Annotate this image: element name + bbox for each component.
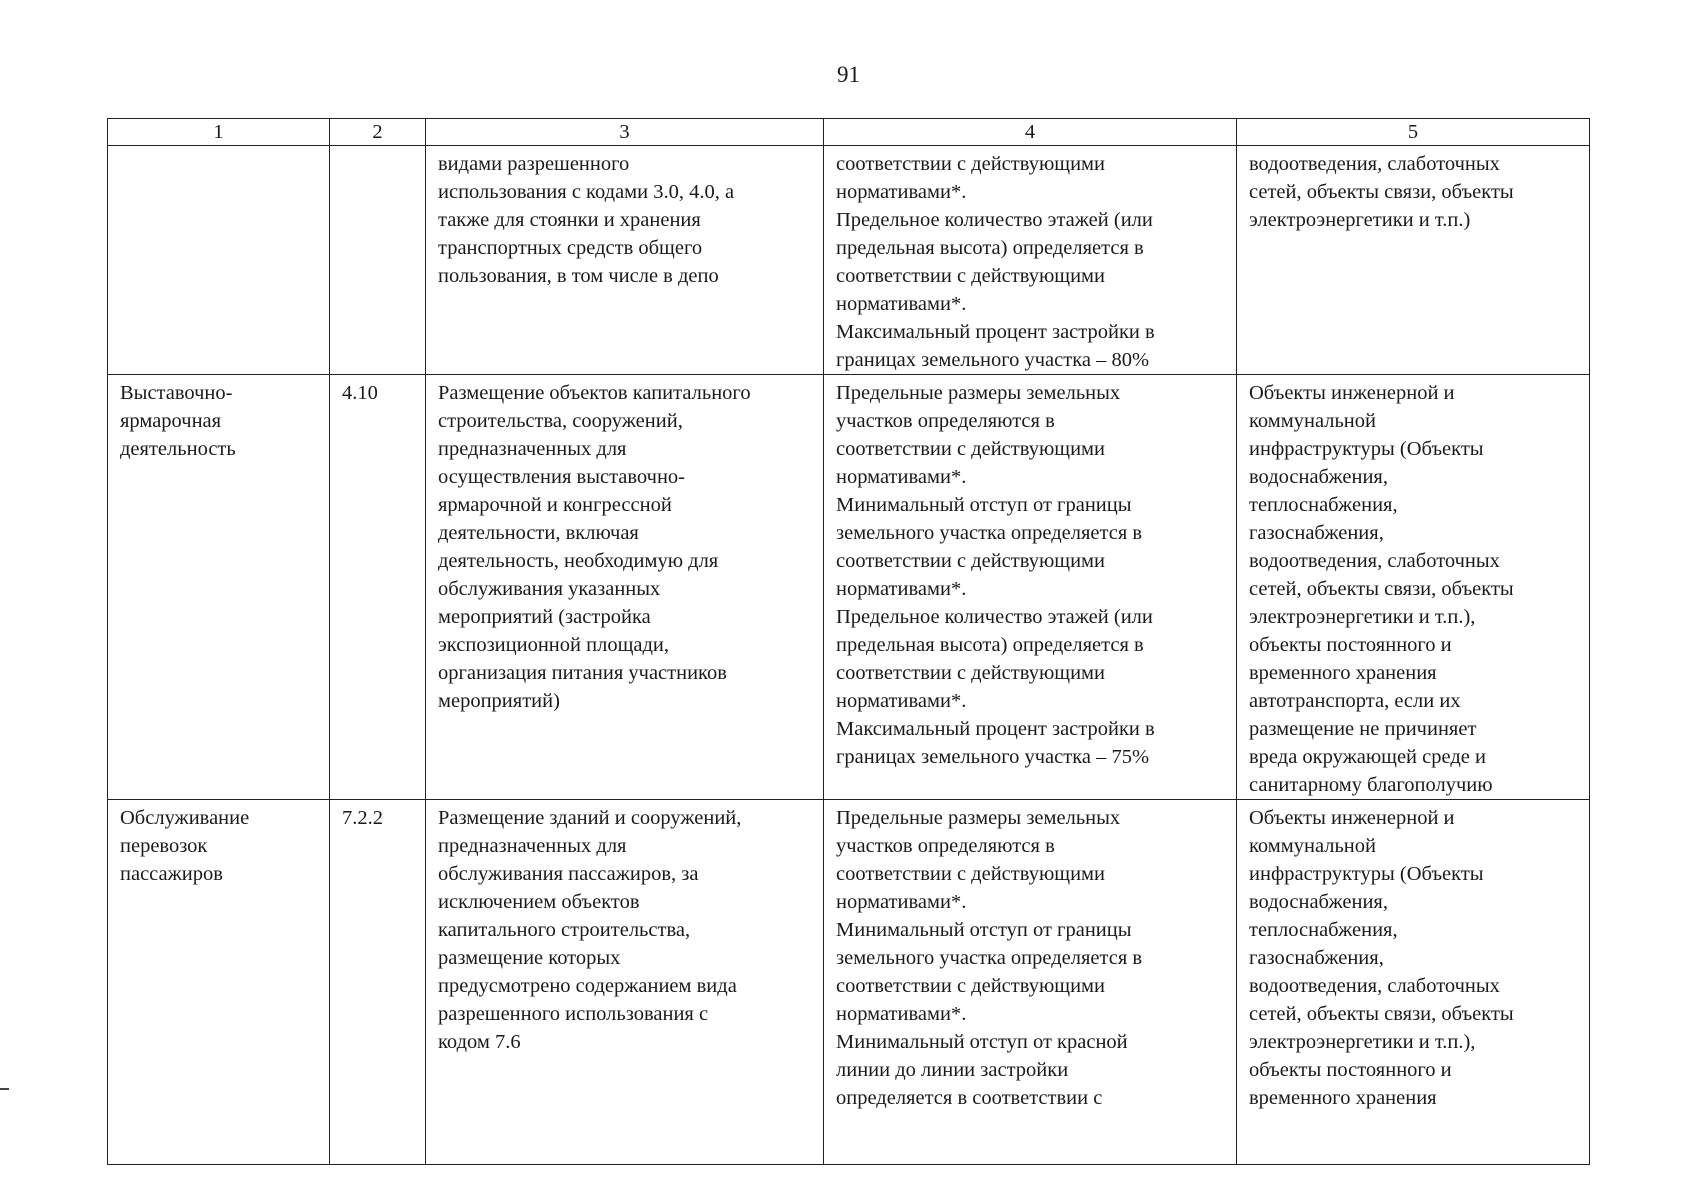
cell-text-line: линии до линии застройки bbox=[836, 1059, 1069, 1081]
cell-text-line: экспозиционной площади, bbox=[438, 634, 669, 656]
cell-text-line: водоотведения, слаботочных bbox=[1249, 550, 1500, 572]
land-use-description-cell bbox=[426, 375, 824, 800]
header-col-5: 5 bbox=[1237, 119, 1590, 146]
cell-text-line: Объекты инженерной и bbox=[1249, 382, 1455, 404]
cell-text-line: предназначенных для bbox=[438, 835, 627, 857]
cell-text-line: соответствии с действующими bbox=[836, 662, 1105, 684]
cell-text-line: исключением объектов bbox=[438, 891, 640, 913]
cell-text-line: теплоснабжения, bbox=[1249, 494, 1398, 516]
cell-text-line: соответствии с действующими bbox=[836, 153, 1105, 175]
cell-text-line: нормативами*. bbox=[836, 293, 967, 315]
cell-text-line: использования с кодами 3.0, 4.0, а bbox=[438, 181, 735, 203]
cell-text-line: размещение не причиняет bbox=[1249, 718, 1477, 740]
cell-text-line: нормативами*. bbox=[836, 578, 967, 600]
cell-text-line: ярмарочной и конгрессной bbox=[438, 494, 672, 516]
header-col-3: 3 bbox=[426, 119, 824, 146]
cell-text-line: Максимальный процент застройки в bbox=[836, 718, 1155, 740]
table-header-row bbox=[108, 119, 1590, 146]
cell-text-line: соответствии с действующими bbox=[836, 265, 1105, 287]
cell-text-line: электроэнергетики и т.п.), bbox=[1249, 606, 1476, 628]
cell-text-line: транспортных средств общего bbox=[438, 237, 703, 259]
auxiliary-objects-cell bbox=[1237, 375, 1590, 800]
land-use-name-cell bbox=[108, 800, 330, 1165]
cell-text-line: осуществления выставочно- bbox=[438, 466, 686, 488]
cell-text-line: коммунальной bbox=[1249, 835, 1376, 857]
cell-text-line: кодом 7.6 bbox=[438, 1031, 521, 1053]
cell-text-line: предназначенных для bbox=[438, 438, 627, 460]
cell-text-line: инфраструктуры (Объекты bbox=[1249, 863, 1484, 885]
cell-text-line: электроэнергетики и т.п.), bbox=[1249, 1031, 1476, 1053]
land-use-code-cell bbox=[330, 375, 426, 800]
cell-text-line: коммунальной bbox=[1249, 410, 1376, 432]
cell-text-line: пассажиров bbox=[120, 863, 223, 885]
auxiliary-objects-cell bbox=[1237, 800, 1590, 1165]
cell-text-line: капитального строительства, bbox=[438, 919, 691, 941]
cell-text-line: Размещение зданий и сооружений, bbox=[438, 807, 742, 829]
land-use-table bbox=[107, 118, 1590, 1165]
land-use-name-cell bbox=[108, 146, 330, 375]
cell-text-line: инфраструктуры (Объекты bbox=[1249, 438, 1484, 460]
cell-text-line: Обслуживание bbox=[120, 807, 250, 829]
cell-text-line: размещение которых bbox=[438, 947, 621, 969]
land-use-code-cell bbox=[330, 146, 426, 375]
cell-text-line: мероприятий (застройка bbox=[438, 606, 651, 628]
cell-text-line: земельного участка определяется в bbox=[836, 947, 1143, 969]
cell-text-line: сетей, объекты связи, объекты bbox=[1249, 181, 1514, 203]
cell-text-line: организация питания участников bbox=[438, 662, 727, 684]
cell-text-line: сетей, объекты связи, объекты bbox=[1249, 1003, 1514, 1025]
cell-text-line: деятельность, необходимую для bbox=[438, 550, 719, 572]
cell-text-line: Предельные размеры земельных bbox=[836, 807, 1121, 829]
header-col-1: 1 bbox=[108, 119, 330, 146]
cell-text-line: обслуживания указанных bbox=[438, 578, 661, 600]
cell-text-line: Минимальный отступ от границы bbox=[836, 919, 1132, 941]
cell-text-line: вреда окружающей среде и bbox=[1249, 746, 1486, 768]
cell-text-line: также для стоянки и хранения bbox=[438, 209, 701, 231]
scan-edge-mark bbox=[0, 1088, 9, 1090]
cell-text-line: электроэнергетики и т.п.) bbox=[1249, 209, 1471, 231]
cell-text-line: соответствии с действующими bbox=[836, 550, 1105, 572]
cell-text-line: объекты постоянного и bbox=[1249, 634, 1452, 656]
cell-text-line: нормативами*. bbox=[836, 181, 967, 203]
land-use-parameters-cell bbox=[824, 800, 1237, 1165]
cell-text-line: земельного участка определяется в bbox=[836, 522, 1143, 544]
cell-text-line: соответствии с действующими bbox=[836, 975, 1105, 997]
cell-text-line: Минимальный отступ от красной bbox=[836, 1031, 1128, 1053]
cell-text-line: газоснабжения, bbox=[1249, 947, 1384, 969]
cell-text-line: предусмотрено содержанием вида bbox=[438, 975, 737, 997]
cell-text-line: ярмарочная bbox=[120, 410, 222, 432]
cell-text-line: нормативами*. bbox=[836, 690, 967, 712]
page-number: 91 bbox=[837, 62, 860, 87]
table-row bbox=[108, 375, 1590, 800]
land-use-description-cell bbox=[426, 146, 824, 375]
cell-text-line: строительства, сооружений, bbox=[438, 410, 683, 432]
cell-text-line: предельная высота) определяется в bbox=[836, 634, 1144, 656]
auxiliary-objects-cell bbox=[1237, 146, 1590, 375]
table-row bbox=[108, 146, 1590, 375]
cell-text-line: Размещение объектов капитального bbox=[438, 382, 751, 404]
cell-text-line: обслуживания пассажиров, за bbox=[438, 863, 699, 885]
cell-text-line: видами разрешенного bbox=[438, 153, 630, 175]
table-row bbox=[108, 800, 1590, 1165]
cell-text-line: нормативами*. bbox=[836, 1003, 967, 1025]
cell-text-line: водоотведения, слаботочных bbox=[1249, 975, 1500, 997]
header-col-4: 4 bbox=[824, 119, 1237, 146]
cell-text-line: разрешенного использования с bbox=[438, 1003, 709, 1025]
cell-text-line: соответствии с действующими bbox=[836, 863, 1105, 885]
cell-text-line: Предельные размеры земельных bbox=[836, 382, 1121, 404]
cell-text-line: нормативами*. bbox=[836, 891, 967, 913]
cell-text-line: газоснабжения, bbox=[1249, 522, 1384, 544]
cell-text-line: Выставочно- bbox=[120, 382, 233, 404]
land-use-description-cell bbox=[426, 800, 824, 1165]
land-use-parameters-cell bbox=[824, 375, 1237, 800]
cell-text-line: автотранспорта, если их bbox=[1249, 690, 1461, 712]
land-use-code-cell bbox=[330, 800, 426, 1165]
cell-text-line: деятельность bbox=[120, 438, 236, 460]
cell-text-line: нормативами*. bbox=[836, 466, 967, 488]
cell-text-line: Предельное количество этажей (или bbox=[836, 606, 1153, 628]
cell-text-line: границах земельного участка – 80% bbox=[836, 349, 1150, 371]
cell-text-line: временного хранения bbox=[1249, 1087, 1437, 1109]
cell-text-line: теплоснабжения, bbox=[1249, 919, 1398, 941]
cell-text-line: Объекты инженерной и bbox=[1249, 807, 1455, 829]
cell-text-line: санитарному благополучию bbox=[1249, 774, 1493, 796]
cell-text-line: объекты постоянного и bbox=[1249, 1059, 1452, 1081]
cell-text-line: соответствии с действующими bbox=[836, 438, 1105, 460]
cell-text-line: Предельное количество этажей (или bbox=[836, 209, 1153, 231]
cell-text-line: Минимальный отступ от границы bbox=[836, 494, 1132, 516]
cell-text-line: мероприятий) bbox=[438, 690, 560, 712]
land-use-name-cell bbox=[108, 375, 330, 800]
cell-text-line: водоснабжения, bbox=[1249, 891, 1388, 913]
cell-text-line: водоотведения, слаботочных bbox=[1249, 153, 1500, 175]
cell-text-line: участков определяются в bbox=[836, 835, 1055, 857]
cell-text: 4.10 bbox=[342, 382, 378, 404]
cell-text-line: участков определяются в bbox=[836, 410, 1055, 432]
cell-text-line: временного хранения bbox=[1249, 662, 1437, 684]
land-use-parameters-cell bbox=[824, 146, 1237, 375]
cell-text-line: Максимальный процент застройки в bbox=[836, 321, 1155, 343]
cell-text-line: водоснабжения, bbox=[1249, 466, 1388, 488]
cell-text-line: перевозок bbox=[120, 835, 208, 857]
cell-text-line: предельная высота) определяется в bbox=[836, 237, 1144, 259]
cell-text-line: пользования, в том числе в депо bbox=[438, 265, 719, 287]
cell-text-line: сетей, объекты связи, объекты bbox=[1249, 578, 1514, 600]
cell-text: 7.2.2 bbox=[342, 807, 383, 829]
header-col-2: 2 bbox=[330, 119, 426, 146]
cell-text-line: границах земельного участка – 75% bbox=[836, 746, 1150, 768]
cell-text-line: деятельности, включая bbox=[438, 522, 639, 544]
cell-text-line: определяется в соответствии с bbox=[836, 1087, 1103, 1109]
